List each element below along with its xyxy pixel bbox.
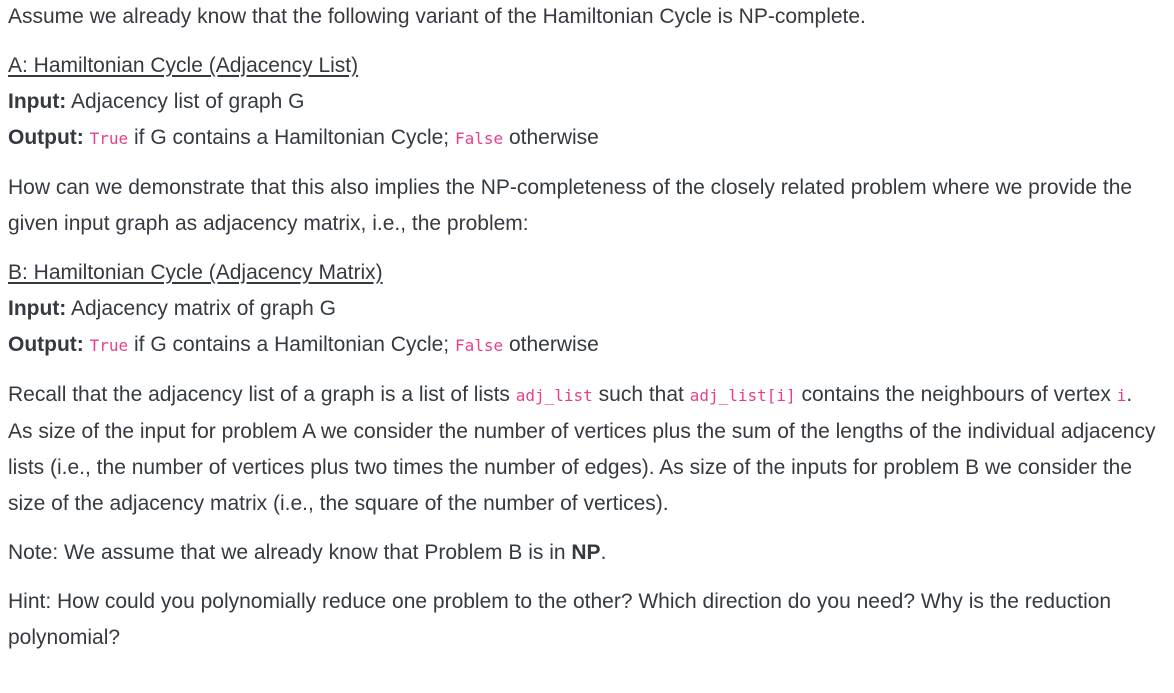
problem-b-false-code: False bbox=[454, 336, 504, 355]
problem-a-block bbox=[8, 48, 1158, 157]
problem-a-true-code: True bbox=[89, 129, 129, 148]
adj-list-index-code: adj_list[i] bbox=[689, 386, 796, 405]
problem-a-title: A: Hamiltonian Cycle (Adjacency List) bbox=[8, 54, 359, 77]
problem-b-true-code: True bbox=[89, 336, 129, 355]
problem-a-input bbox=[8, 84, 1158, 120]
recall-text-3: contains the neighbours of vertex bbox=[795, 383, 1117, 406]
problem-a-output-mid: if G contains a Hamiltonian Cycle; bbox=[128, 126, 455, 149]
recall-text-1: Recall that the adjacency list of a graph is a list of lists bbox=[8, 383, 516, 406]
problem-b-title: B: Hamiltonian Cycle (Adjacency Matrix) bbox=[8, 261, 383, 284]
problem-b-output bbox=[8, 327, 1158, 364]
problem-b-input bbox=[8, 291, 1158, 327]
problem-b-input-label: Input: bbox=[8, 297, 67, 320]
recall-paragraph bbox=[8, 377, 1158, 522]
recall-text-4: . As size of the input for problem A we consider the number of vertices plus the sum of the lengths of the individual adjacency lists (i.e., the number of vertices plus two times the number of edges). As size of the inputs for problem B we consider the size of the adjacency matrix (i.e., the square of the number of vertices). bbox=[8, 383, 1156, 515]
hint-paragraph: Hint: How could you polynomially reduce one problem to the other? Which direction do you need? Why is the reduction polynomial? bbox=[8, 590, 1112, 649]
vertex-i-code: i bbox=[1116, 386, 1127, 405]
question-paragraph: How can we demonstrate that this also implies the NP-completeness of the closely related problem where we provide the given input graph as adjacency matrix, i.e., the problem: bbox=[8, 176, 1133, 235]
problem-b-block bbox=[8, 255, 1158, 364]
problem-b-input-text: Adjacency matrix of graph G bbox=[66, 297, 336, 320]
adj-list-code: adj_list bbox=[515, 386, 593, 405]
problem-a-false-code: False bbox=[454, 129, 504, 148]
problem-a-output bbox=[8, 120, 1158, 157]
np-bold: NP bbox=[571, 541, 601, 564]
problem-b-output-label: Output: bbox=[8, 333, 84, 356]
intro-paragraph: Assume we already know that the following variant of the Hamiltonian Cycle is NP-complete. bbox=[8, 5, 866, 28]
problem-a-output-label: Output: bbox=[8, 126, 84, 149]
note-end: . bbox=[600, 541, 607, 564]
recall-text-2: such that bbox=[592, 383, 690, 406]
problem-a-output-end: otherwise bbox=[503, 126, 599, 149]
problem-b-output-mid: if G contains a Hamiltonian Cycle; bbox=[128, 333, 455, 356]
problem-a-input-text: Adjacency list of graph G bbox=[66, 90, 305, 113]
problem-b-output-end: otherwise bbox=[503, 333, 599, 356]
note-text: Note: We assume that we already know that Problem B is in bbox=[8, 541, 572, 564]
note-paragraph bbox=[8, 535, 1158, 571]
problem-a-input-label: Input: bbox=[8, 90, 67, 113]
